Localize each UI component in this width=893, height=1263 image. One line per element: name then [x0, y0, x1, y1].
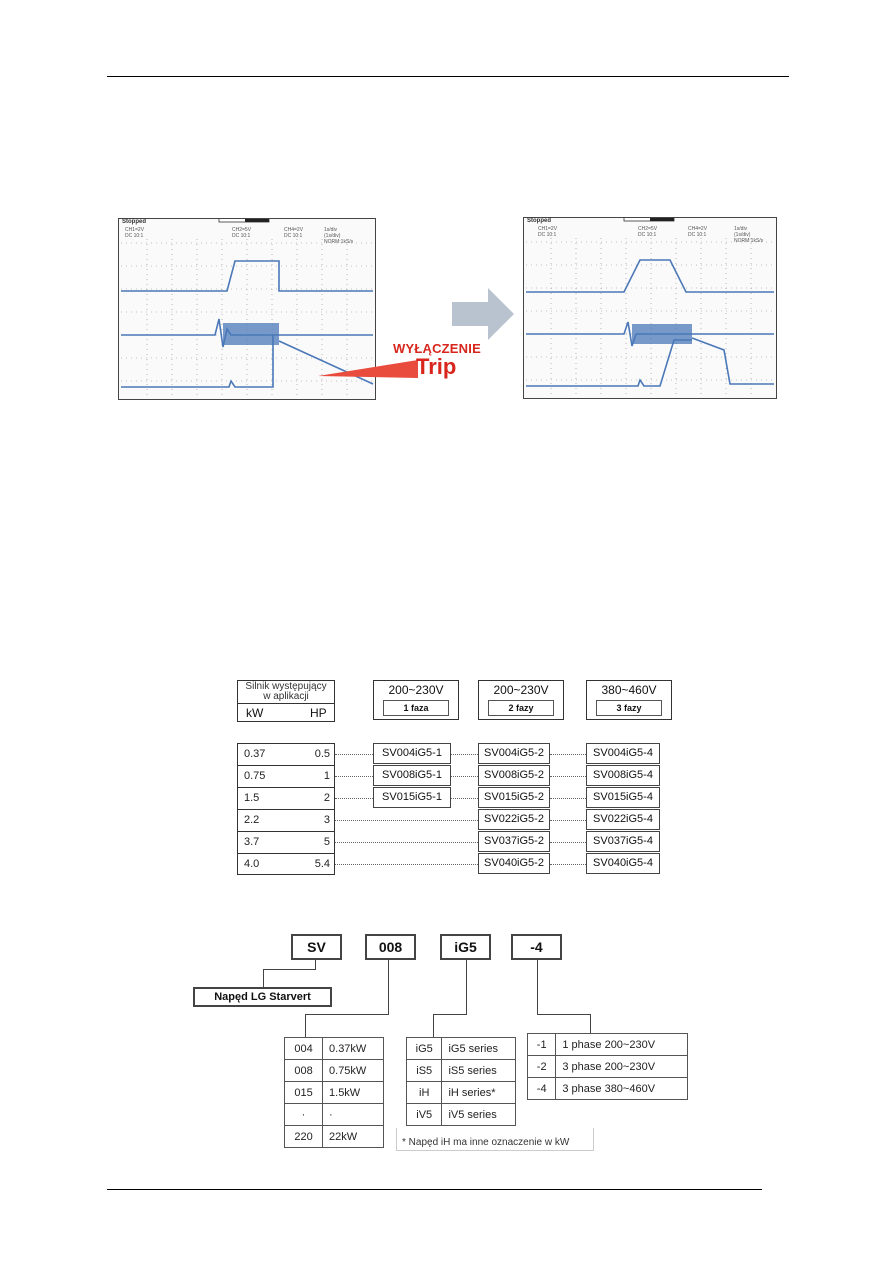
trip-label-pl: WYŁĄCZENIE [393, 341, 481, 356]
model-code: SV008iG5-2 [478, 765, 550, 786]
leader-line [335, 820, 478, 821]
brand-label: Napęd LG Starvert [193, 987, 332, 1007]
power-row-desc: 0.37kW [323, 1038, 384, 1060]
motor-kw: 0.37 [244, 748, 266, 760]
scope-timebase: 1s/div (1s/div) NORM:1kS/s [734, 226, 764, 244]
motor-row-divider [237, 765, 335, 766]
motor-header: Silnik występujący w aplikacji [245, 681, 327, 702]
model-code: SV040iG5-4 [586, 853, 660, 874]
series-row-desc: iS5 series [442, 1060, 516, 1082]
kw-label: kW [246, 706, 264, 720]
voltage-table [527, 1033, 688, 1100]
code-power: 008 [365, 934, 416, 960]
voltage-row-desc: 3 phase 380~460V [556, 1078, 688, 1100]
motor-row-divider [237, 831, 335, 832]
scope-status: Stopped [122, 219, 146, 225]
voltage-row-code: -2 [528, 1056, 556, 1078]
voltage-row-desc: 1 phase 200~230V [556, 1034, 688, 1056]
trip-pointer [318, 350, 418, 390]
phase-label-1: 1 faza [383, 700, 449, 716]
voltage-row [528, 1078, 688, 1100]
scope-status: Stopped [527, 218, 551, 224]
leader-line [550, 864, 586, 865]
leader-line [550, 754, 586, 755]
model-code: SV015iG5-2 [478, 787, 550, 808]
phase-label-2: 2 fazy [488, 700, 554, 716]
connector [388, 960, 389, 1014]
header-rule [107, 76, 789, 77]
power-row-code: · [285, 1104, 323, 1126]
scope-ch4: CH4=2V DC 10:1 [284, 227, 304, 239]
code-prefix: SV [291, 934, 342, 960]
leader-line [550, 798, 586, 799]
series-row [407, 1060, 516, 1082]
series-row [407, 1104, 516, 1126]
series-row [407, 1038, 516, 1060]
model-code: SV004iG5-2 [478, 743, 550, 764]
series-row-code: iH [407, 1082, 442, 1104]
leader-line [550, 776, 586, 777]
voltage-row-desc: 3 phase 200~230V [556, 1056, 688, 1078]
motor-kw: 0.75 [244, 770, 266, 782]
motor-row-divider [237, 853, 335, 854]
voltage-row [528, 1034, 688, 1056]
footnote: * Napęd iH ma inne oznaczenie w kW [402, 1137, 570, 1148]
series-row-desc: iV5 series [442, 1104, 516, 1126]
motor-kw: 4.0 [244, 858, 260, 870]
power-row-desc: 1.5kW [323, 1082, 384, 1104]
series-row-desc: iG5 series [442, 1038, 516, 1060]
connector [263, 969, 316, 970]
leader-line [335, 754, 373, 755]
connector [305, 1014, 389, 1015]
power-row-code: 220 [285, 1126, 323, 1148]
leader-line [451, 754, 478, 755]
voltage-row-code: -1 [528, 1034, 556, 1056]
scope-ch2: CH2=5V DC 10:1 [232, 227, 252, 239]
scope-ch1: CH1=2V DC 10:1 [538, 226, 558, 238]
power-row-desc: · [323, 1104, 384, 1126]
hp-label: HP [310, 706, 327, 720]
connector [315, 960, 316, 969]
motor-hp: 3 [323, 814, 330, 826]
power-row-code: 004 [285, 1038, 323, 1060]
model-code: SV022iG5-2 [478, 809, 550, 830]
scope-ch1: CH1=2V DC 10:1 [125, 227, 145, 239]
series-row-desc: iH series* [442, 1082, 516, 1104]
connector [263, 969, 264, 988]
motor-hp: 5 [323, 836, 330, 848]
motor-row-divider [237, 787, 335, 788]
motor-kw: 1.5 [244, 792, 260, 804]
voltage-label-1: 200~230V [388, 683, 444, 697]
model-code: SV022iG5-4 [586, 809, 660, 830]
connector [537, 960, 538, 1014]
model-code: SV004iG5-4 [586, 743, 660, 764]
model-code: SV008iG5-1 [373, 765, 451, 786]
leader-line [335, 842, 478, 843]
power-row [285, 1060, 384, 1082]
power-row [285, 1126, 384, 1148]
connector [590, 1014, 591, 1033]
series-row-code: iV5 [407, 1104, 442, 1126]
scope-traces [524, 218, 776, 398]
motor-hp: 0.5 [314, 748, 330, 760]
code-voltage: -4 [511, 934, 562, 960]
model-code: SV004iG5-1 [373, 743, 451, 764]
connector [433, 1014, 467, 1015]
phase-label-3: 3 fazy [596, 700, 662, 716]
code-series: iG5 [440, 934, 491, 960]
voltage-label-3: 380~460V [601, 683, 657, 697]
trip-label-en: Trip [416, 354, 457, 379]
transition-arrow [452, 288, 514, 340]
power-row [285, 1104, 384, 1126]
series-row [407, 1082, 516, 1104]
leader-line [451, 776, 478, 777]
motor-hp: 2 [323, 792, 330, 804]
power-row-code: 015 [285, 1082, 323, 1104]
voltage-row-code: -4 [528, 1078, 556, 1100]
model-code: SV037iG5-2 [478, 831, 550, 852]
leader-line [550, 820, 586, 821]
model-code: SV008iG5-4 [586, 765, 660, 786]
power-row-code: 008 [285, 1060, 323, 1082]
motor-hp: 5.4 [314, 858, 330, 870]
model-code: SV040iG5-2 [478, 853, 550, 874]
connector [537, 1014, 591, 1015]
power-row [285, 1038, 384, 1060]
motor-hp: 1 [323, 770, 330, 782]
leader-line [550, 842, 586, 843]
motor-kw: 2.2 [244, 814, 260, 826]
motor-header-box [237, 680, 335, 722]
leader-line [451, 798, 478, 799]
motor-kw: 3.7 [244, 836, 260, 848]
voltage-row [528, 1056, 688, 1078]
model-code: SV015iG5-4 [586, 787, 660, 808]
connector [466, 960, 467, 1015]
series-row-code: iG5 [407, 1038, 442, 1060]
power-row [285, 1082, 384, 1104]
series-row-code: iS5 [407, 1060, 442, 1082]
motor-row-divider [237, 809, 335, 810]
leader-line [335, 798, 373, 799]
power-row-desc: 22kW [323, 1126, 384, 1148]
scope-ch4: CH4=2V DC 10:1 [688, 226, 708, 238]
power-row-desc: 0.75kW [323, 1060, 384, 1082]
series-table [406, 1037, 516, 1126]
model-code: SV037iG5-4 [586, 831, 660, 852]
leader-line [335, 864, 478, 865]
scope-timebase: 1s/div (1s/div) NORM:1kS/s [324, 227, 354, 245]
scope-ch2: CH2=5V DC 10:1 [638, 226, 658, 238]
leader-line [335, 776, 373, 777]
footer-rule [107, 1189, 762, 1190]
scope-after-trip [523, 217, 777, 399]
model-code: SV015iG5-1 [373, 787, 451, 808]
connector [433, 1014, 434, 1037]
connector [305, 1014, 306, 1037]
voltage-label-2: 200~230V [493, 683, 549, 697]
power-table [284, 1037, 384, 1148]
